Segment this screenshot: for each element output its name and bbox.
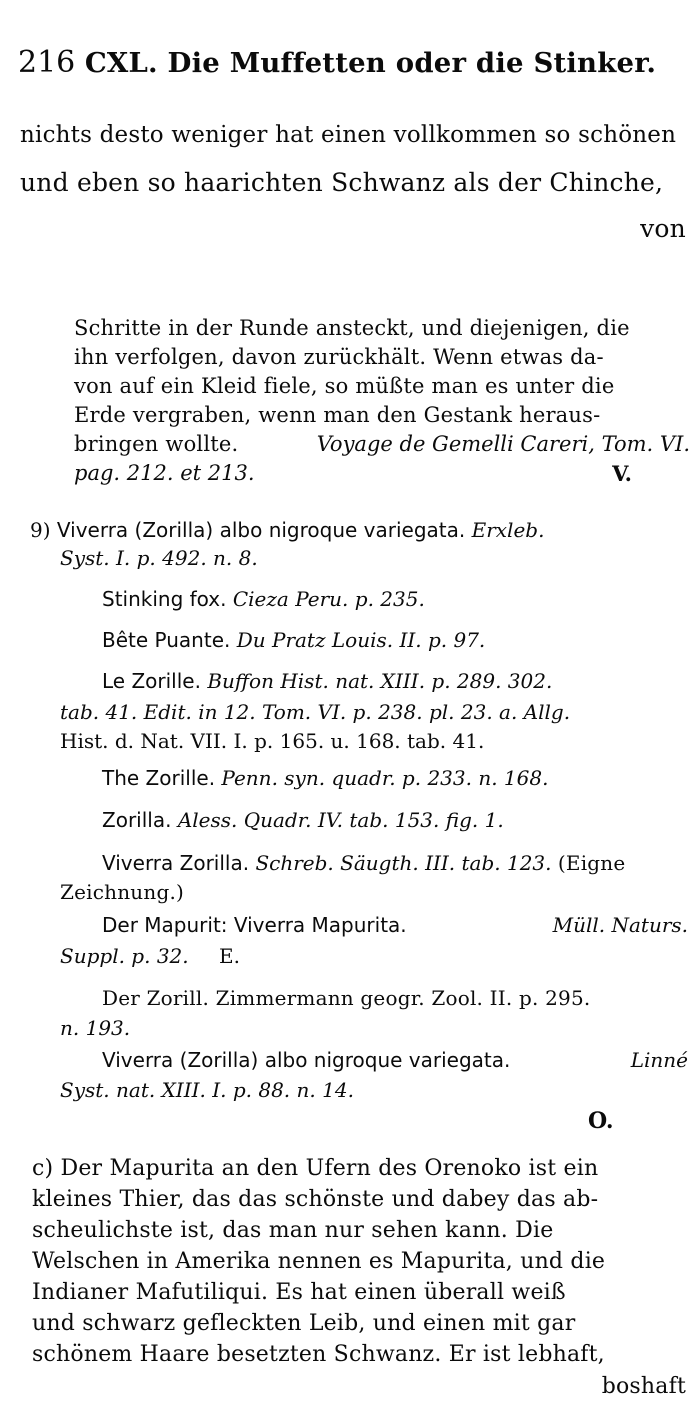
footnote-c-line-5: Indianer Mafutiliqui. Es hat einen überall weiß bbox=[32, 1280, 566, 1305]
synonymy-main-ref: Syst. I. p. 492. n. 8. bbox=[60, 546, 258, 570]
footnote-b-line-3: von auf ein Kleid fiele, so müßte man es unter die bbox=[74, 374, 615, 398]
synonym-7-cont bbox=[60, 946, 688, 966]
footnote-b-line-5-text: bringen wollte. bbox=[74, 432, 239, 456]
main-text-line-2: und eben so haarichten Schwanz als der Chinche, bbox=[20, 168, 664, 197]
synonymy-main-name: Viverra (Zorilla) albo nigroque variegata. bbox=[56, 518, 466, 542]
synonym-7 bbox=[102, 915, 688, 935]
synonym-7-ref-cont: Suppl. p. 32. bbox=[60, 944, 189, 968]
synonym-3-ref: Buffon Hist. nat. XIII. p. 289. 302. bbox=[207, 669, 553, 693]
synonym-7-name: Der Mapurit: Viverra Mapurita. bbox=[102, 913, 407, 937]
synonym-1 bbox=[102, 589, 688, 609]
synonym-4 bbox=[102, 768, 688, 788]
synonym-4-ref: Penn. syn. quadr. p. 233. n. 168. bbox=[221, 766, 549, 790]
synonym-8: Der Zorill. Zimmermann geogr. Zool. II. p. 295. bbox=[102, 986, 591, 1010]
synonym-3-name: Le Zorille. bbox=[102, 669, 201, 693]
synonym-6-ref: Schreb. Säugth. III. tab. 123. bbox=[255, 851, 552, 875]
synonym-9-name: Viverra (Zorilla) albo nigroque variegata. bbox=[102, 1048, 511, 1072]
catchword-top: von bbox=[640, 214, 686, 243]
footnote-c-line-4: Welschen in Amerika nennen es Mapurita, und die bbox=[32, 1249, 606, 1274]
footnote-b-line-5 bbox=[74, 434, 690, 455]
footnote-b-line-2: ihn verfolgen, davon zurückhält. Wenn etwas da- bbox=[74, 345, 604, 369]
page-number: 216 bbox=[18, 45, 76, 80]
synonym-6-name: Viverra Zorilla. bbox=[102, 851, 250, 875]
footnote-c-line-1: c) Der Mapurita an den Ufern des Orenoko ist ein bbox=[32, 1156, 599, 1181]
synonym-6 bbox=[102, 853, 688, 873]
synonym-3-ref-cont-2: Hist. d. Nat. VII. I. p. 165. u. 168. tab. 41. bbox=[60, 729, 485, 753]
main-text-line-1: nichts desto weniger hat einen vollkommen so schönen bbox=[20, 122, 677, 148]
synonymy-marker: 9) bbox=[30, 518, 51, 542]
footnote-b-signature: V. bbox=[612, 461, 632, 486]
synonym-5 bbox=[102, 810, 688, 830]
synonym-5-name: Zorilla. bbox=[102, 808, 172, 832]
synonym-5-ref: Aless. Quadr. IV. tab. 153. fig. 1. bbox=[177, 808, 504, 832]
footnote-c-line-7: schönem Haare besetzten Schwanz. Er ist lebhaft, bbox=[32, 1342, 605, 1367]
synonym-2 bbox=[102, 630, 688, 650]
synonym-8-cont: n. 193. bbox=[60, 1016, 131, 1040]
synonym-9-author: Linné bbox=[630, 1048, 688, 1072]
synonym-9-ref: Syst. nat. XIII. I. p. 88. n. 14. bbox=[60, 1078, 354, 1102]
synonymy-main-author: Erxleb. bbox=[471, 518, 545, 542]
synonym-3 bbox=[102, 671, 688, 691]
page-title: CXL. Die Muffetten oder die Stinker. bbox=[84, 47, 657, 79]
synonym-2-ref: Du Pratz Louis. II. p. 97. bbox=[236, 628, 486, 652]
footnote-b-line-1: Schritte in der Runde ansteckt, und diejenigen, die bbox=[74, 316, 630, 340]
synonymy-main-line bbox=[30, 520, 688, 540]
footnote-b-line-4: Erde vergraben, wenn man den Gestank heraus- bbox=[74, 403, 601, 427]
synonym-3-ref-cont-1: tab. 41. Edit. in 12. Tom. VI. p. 238. pl. 23. a. Allg. bbox=[60, 700, 571, 724]
page-header bbox=[18, 45, 658, 80]
footnote-b-line-6 bbox=[74, 463, 690, 484]
footnote-c-line-2: kleines Thier, das das schönste und dabey das ab- bbox=[32, 1187, 599, 1212]
synonym-6-note-cont: Zeichnung.) bbox=[60, 880, 185, 904]
catchword-bottom: boshaft bbox=[601, 1374, 686, 1399]
footnote-c-line-6: und schwarz gefleckten Leib, und einen mit gar bbox=[32, 1311, 576, 1336]
synonym-9 bbox=[102, 1050, 688, 1070]
footnote-c-line-3: scheulichste ist, das man nur sehen kann. Die bbox=[32, 1218, 554, 1243]
footnote-b-pages: pag. 212. et 213. bbox=[74, 461, 255, 485]
synonym-7-signature: E. bbox=[218, 944, 240, 968]
synonymy-signature: O. bbox=[588, 1108, 614, 1134]
synonym-2-name: Bête Puante. bbox=[102, 628, 231, 652]
synonym-7-ref: Müll. Naturs. bbox=[552, 913, 688, 937]
footnote-b-citation: Voyage de Gemelli Careri, Tom. VI. bbox=[316, 432, 690, 456]
synonym-6-note: (Eigne bbox=[557, 851, 626, 875]
synonym-1-ref: Cieza Peru. p. 235. bbox=[232, 587, 425, 611]
synonym-1-name: Stinking fox. bbox=[102, 587, 227, 611]
synonym-4-name: The Zorille. bbox=[102, 766, 216, 790]
